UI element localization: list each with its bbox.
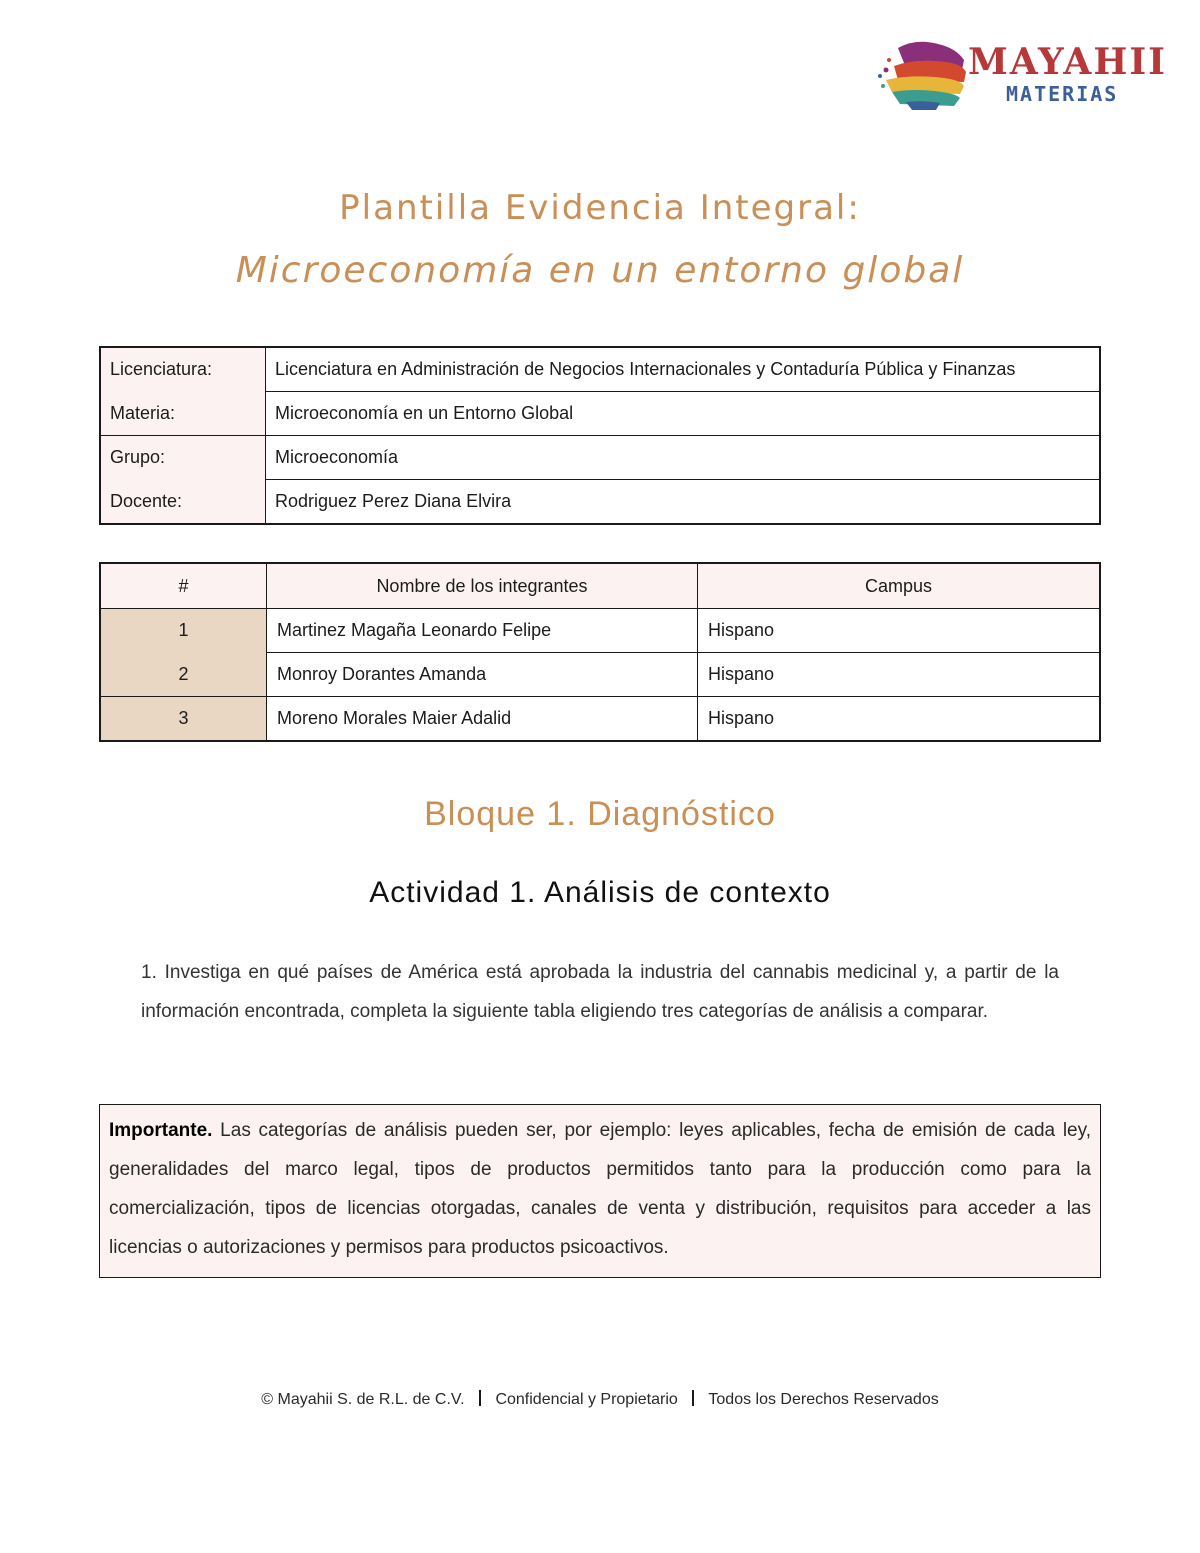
member-campus: Hispano — [698, 653, 1101, 697]
info-label: Materia: — [100, 392, 266, 436]
info-label: Grupo: — [100, 436, 266, 480]
table-row — [100, 347, 1100, 392]
important-note-box — [99, 1104, 1101, 1278]
info-label: Licenciatura: — [100, 347, 266, 392]
table-row — [100, 392, 1100, 436]
info-value: Rodriguez Perez Diana Elvira — [266, 480, 1101, 525]
member-name: Moreno Morales Maier Adalid — [267, 697, 698, 742]
column-header-name: Nombre de los integrantes — [267, 563, 698, 609]
member-number: 1 — [100, 609, 267, 653]
instruction-paragraph: 1. Investiga en qué países de América está aprobada la industria del cannabis medicinal y, a partir de la información encontrada, completa la siguiente tabla eligiendo tres categorías de análisis a comparar. — [141, 962, 1059, 1022]
member-number: 2 — [100, 653, 267, 697]
footer-confidential: Confidencial y Propietario — [495, 1391, 678, 1408]
info-label: Docente: — [100, 480, 266, 525]
table-row — [100, 480, 1100, 525]
table-row — [100, 697, 1100, 742]
page-footer — [0, 1390, 1200, 1409]
member-campus: Hispano — [698, 697, 1101, 742]
table-row — [100, 609, 1100, 653]
important-label: Importante. — [109, 1120, 213, 1141]
company-logo — [876, 40, 1166, 112]
footer-separator — [479, 1390, 481, 1406]
logo-wordmark: MAYAHII — [968, 41, 1168, 83]
member-name: Monroy Dorantes Amanda — [267, 653, 698, 697]
members-table — [99, 562, 1101, 742]
footer-separator — [692, 1390, 694, 1406]
important-text: Las categorías de análisis pueden ser, por ejemplo: leyes aplicables, fecha de emisión de cada ley, generalidades del marco legal, tipos de productos permitidos tanto para la producción como para la comercialización, tipos de licencias otorgadas, canales de venta y distribución, requisitos para acceder a las licencias o autorizaciones y permisos para productos psicoactivos. — [109, 1120, 1091, 1258]
block-heading: Bloque 1. Diagnóstico — [424, 795, 776, 833]
logo-subtitle: MATERIAS — [1006, 82, 1119, 106]
column-header-campus: Campus — [698, 563, 1101, 609]
footer-copyright: © Mayahii S. de R.L. de C.V. — [261, 1391, 465, 1408]
info-value: Microeconomía en un Entorno Global — [266, 392, 1101, 436]
activity-heading: Actividad 1. Análisis de contexto — [369, 876, 831, 909]
info-value: Microeconomía — [266, 436, 1101, 480]
member-name: Martinez Magaña Leonardo Felipe — [267, 609, 698, 653]
member-number: 3 — [100, 697, 267, 742]
document-subtitle: Microeconomía en un entorno global — [235, 250, 965, 291]
document-title: Plantilla Evidencia Integral: — [339, 188, 861, 228]
column-header-number: # — [100, 563, 267, 609]
footer-rights: Todos los Derechos Reservados — [708, 1391, 939, 1408]
table-header-row — [100, 563, 1100, 609]
course-info-table — [99, 346, 1101, 525]
info-value: Licenciatura en Administración de Negocios Internacionales y Contaduría Pública y Finanzas — [266, 347, 1101, 392]
member-campus: Hispano — [698, 609, 1101, 653]
mayahii-logo-mark-icon — [876, 40, 968, 112]
table-row — [100, 436, 1100, 480]
table-row — [100, 653, 1100, 697]
